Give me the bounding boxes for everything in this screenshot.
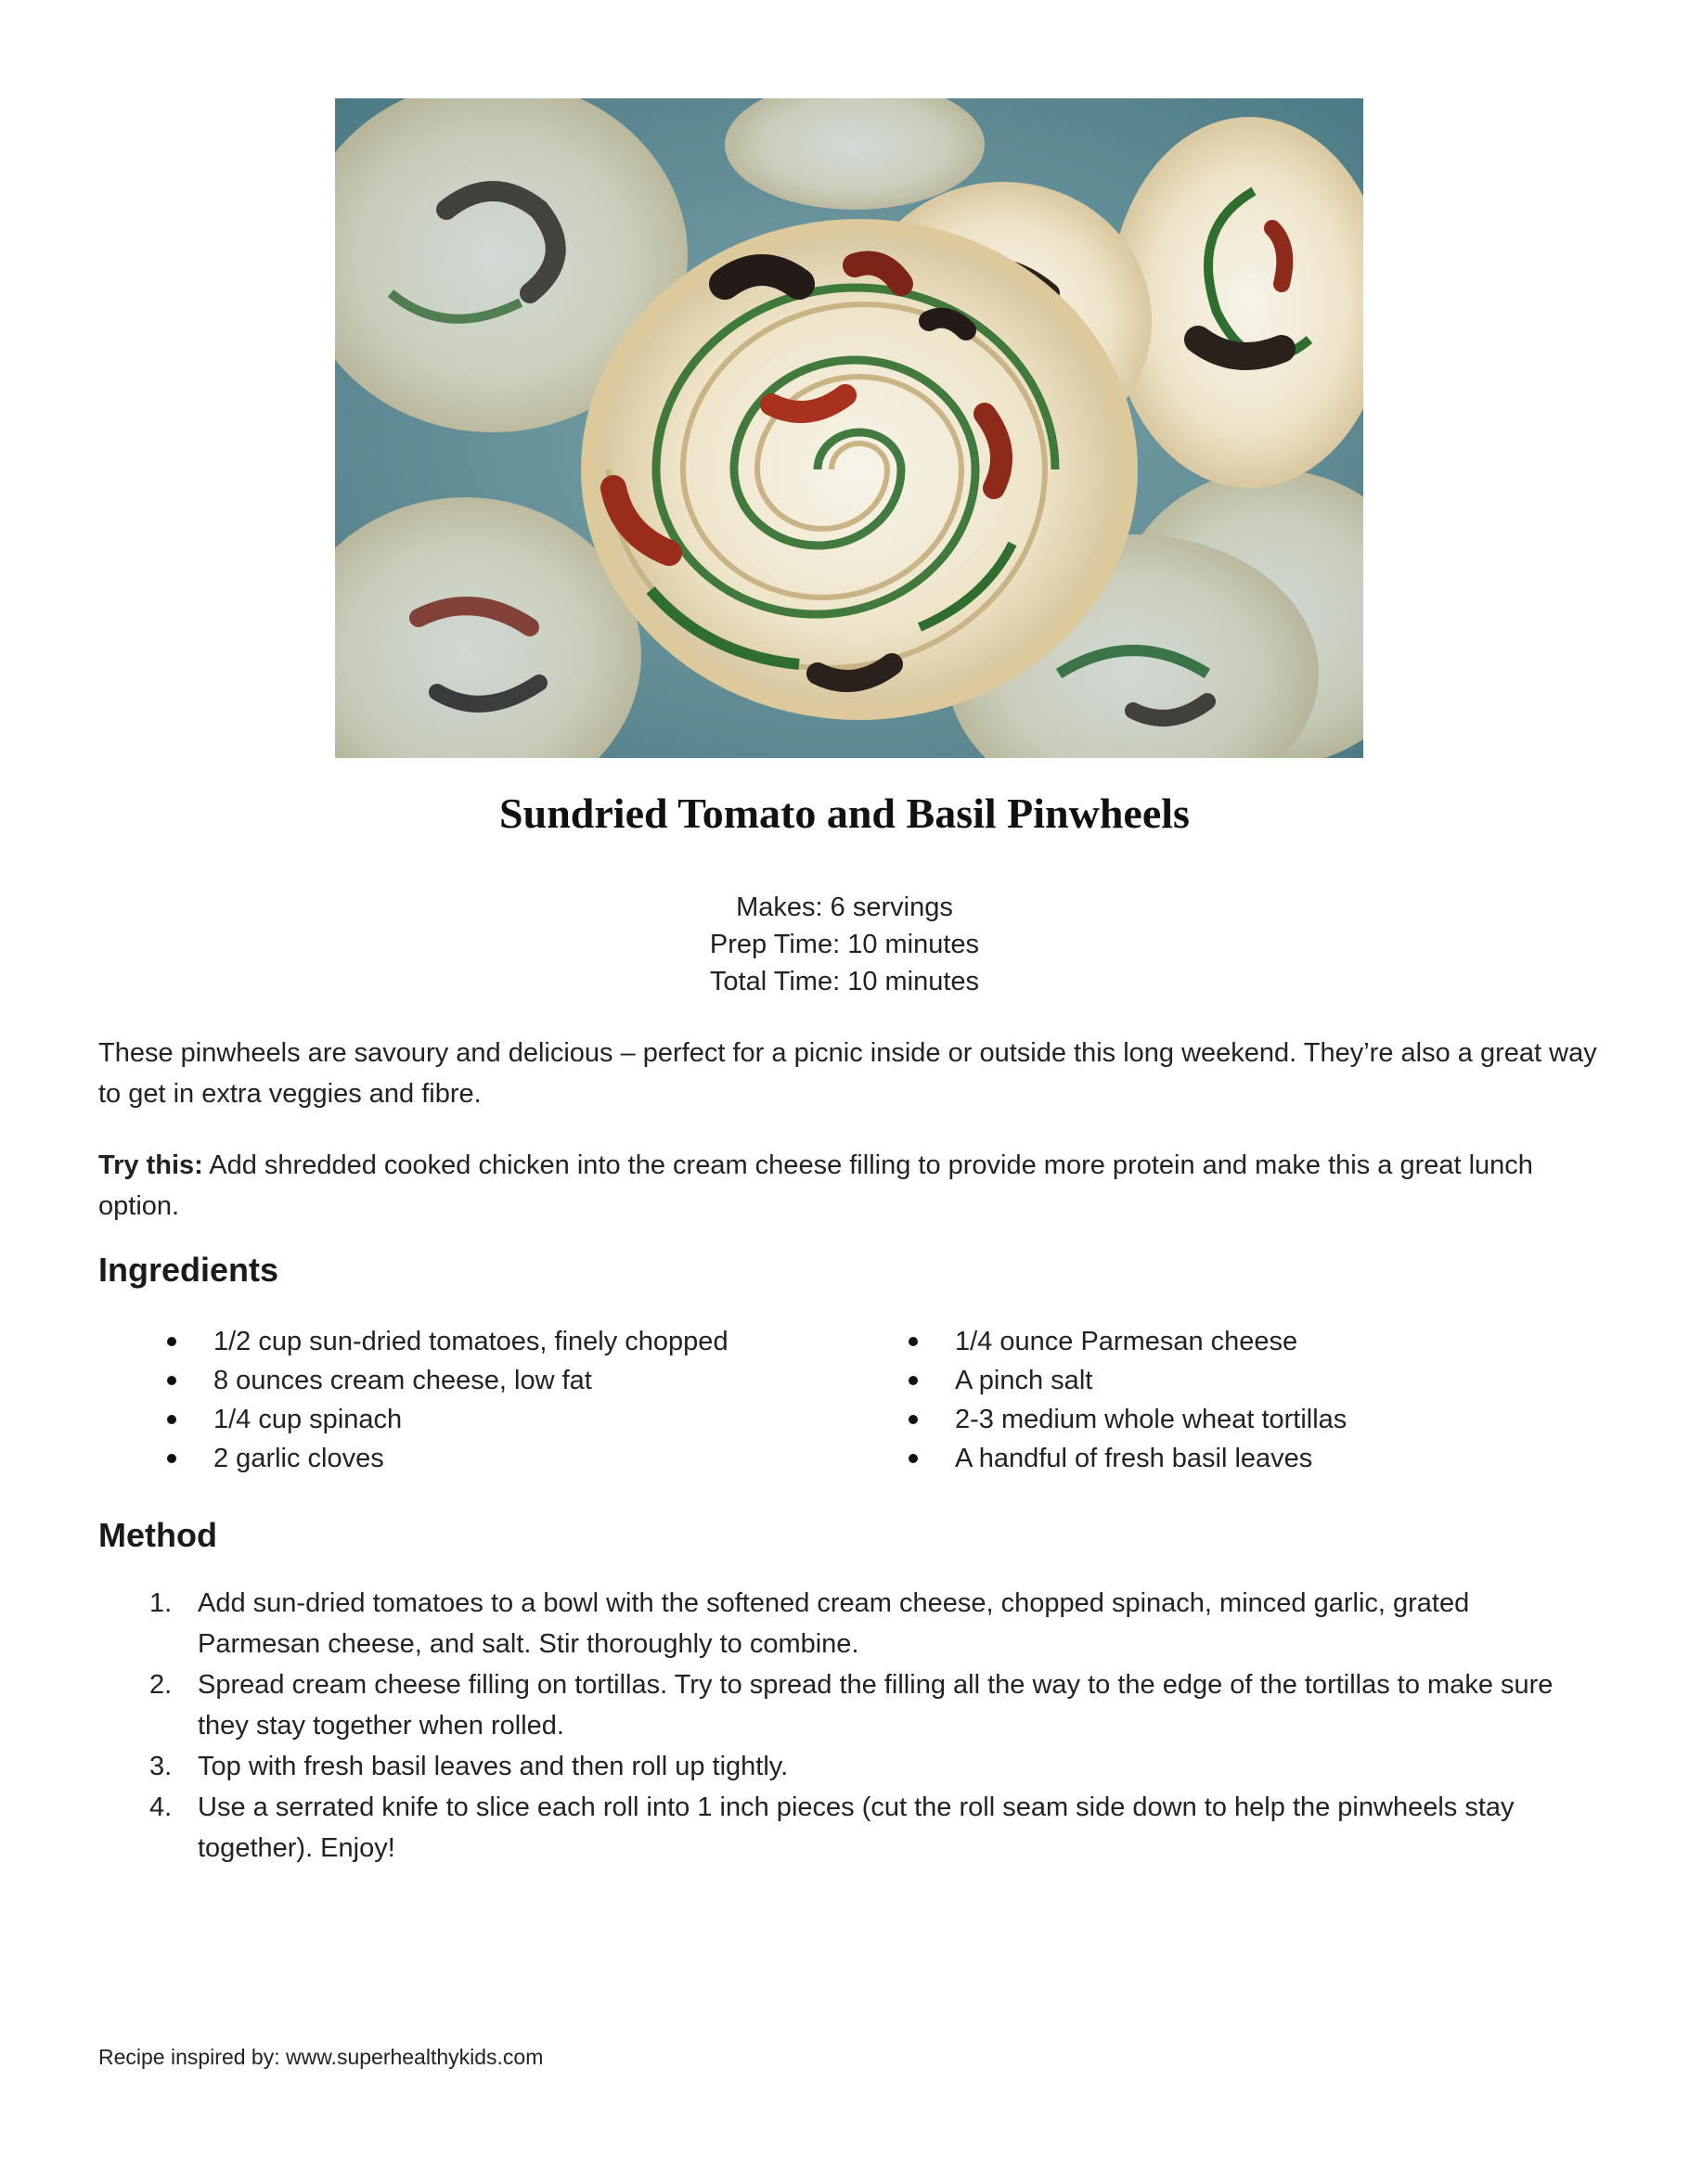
- bullet-icon: [909, 1376, 918, 1385]
- ingredient-item: 2-3 medium whole wheat tortillas: [955, 1400, 1347, 1439]
- ingredients-heading: Ingredients: [98, 1251, 279, 1289]
- step-text: Add sun-dried tomatoes to a bowl with the softened cream cheese, chopped spinach, minced garlic, grated Parmesan cheese, and salt. Stir thoroughly to combine.: [198, 1588, 1470, 1659]
- bullet-icon: [909, 1337, 918, 1346]
- tip-label: Try this:: [98, 1150, 203, 1180]
- step-number: 2.: [149, 1670, 173, 1700]
- tip-text: Add shredded cooked chicken into the cream cheese filling to provide more protein and make this a great lunch option.: [98, 1150, 1533, 1221]
- method-step: [149, 1583, 1580, 1664]
- step-text: Spread cream cheese filling on tortillas. Try to spread the filling all the way to the edge of the tortillas to make sure they stay together when rolled.: [198, 1670, 1554, 1741]
- ingredients-list-right: [955, 1322, 1347, 1478]
- method-steps: [149, 1583, 1580, 1869]
- step-number: 3.: [149, 1752, 173, 1781]
- bullet-icon: [167, 1337, 176, 1346]
- servings-text: Makes: 6 servings: [736, 893, 953, 922]
- ingredient-item: 2 garlic cloves: [213, 1439, 728, 1478]
- bullet-icon: [167, 1415, 176, 1424]
- method-step: [149, 1664, 1580, 1746]
- recipe-title: Sundried Tomato and Basil Pinwheels: [499, 790, 1190, 837]
- pinwheels-photo: [335, 98, 1363, 758]
- pinwheels-illustration: [335, 98, 1363, 758]
- method-step: [149, 1746, 1580, 1787]
- method-step: [149, 1787, 1580, 1869]
- total-time-text: Total Time: 10 minutes: [709, 967, 980, 996]
- method-heading: Method: [98, 1516, 217, 1554]
- step-text: Use a serrated knife to slice each roll into 1 inch pieces (cut the roll seam side down to help the pinwheels stay together). Enjoy!: [198, 1792, 1515, 1863]
- step-number: 1.: [149, 1588, 173, 1618]
- step-text: Top with fresh basil leaves and then roll up tightly.: [198, 1752, 789, 1781]
- bullet-icon: [909, 1454, 918, 1463]
- bullet-icon: [167, 1454, 176, 1463]
- ingredient-item: 8 ounces cream cheese, low fat: [213, 1361, 728, 1400]
- prep-time-text: Prep Time: 10 minutes: [709, 930, 980, 959]
- recipe-credit: Recipe inspired by: www.superhealthykids.com: [98, 2045, 544, 2069]
- bullet-icon: [167, 1376, 176, 1385]
- ingredient-item: A pinch salt: [955, 1361, 1347, 1400]
- ingredient-item: 1/2 cup sun-dried tomatoes, finely chopped: [213, 1322, 728, 1361]
- recipe-meta: [0, 889, 1689, 1000]
- step-number: 4.: [149, 1792, 173, 1822]
- intro-paragraph: These pinwheels are savoury and delicious – perfect for a picnic inside or outside this long weekend. They’re also a great way to get in extra veggies and fibre.: [98, 1038, 1597, 1109]
- bullet-icon: [909, 1415, 918, 1424]
- tip-paragraph: [98, 1145, 1602, 1227]
- ingredients-list-left: [213, 1322, 728, 1478]
- ingredient-item: 1/4 ounce Parmesan cheese: [955, 1322, 1347, 1361]
- ingredient-item: 1/4 cup spinach: [213, 1400, 728, 1439]
- ingredient-item: A handful of fresh basil leaves: [955, 1439, 1347, 1478]
